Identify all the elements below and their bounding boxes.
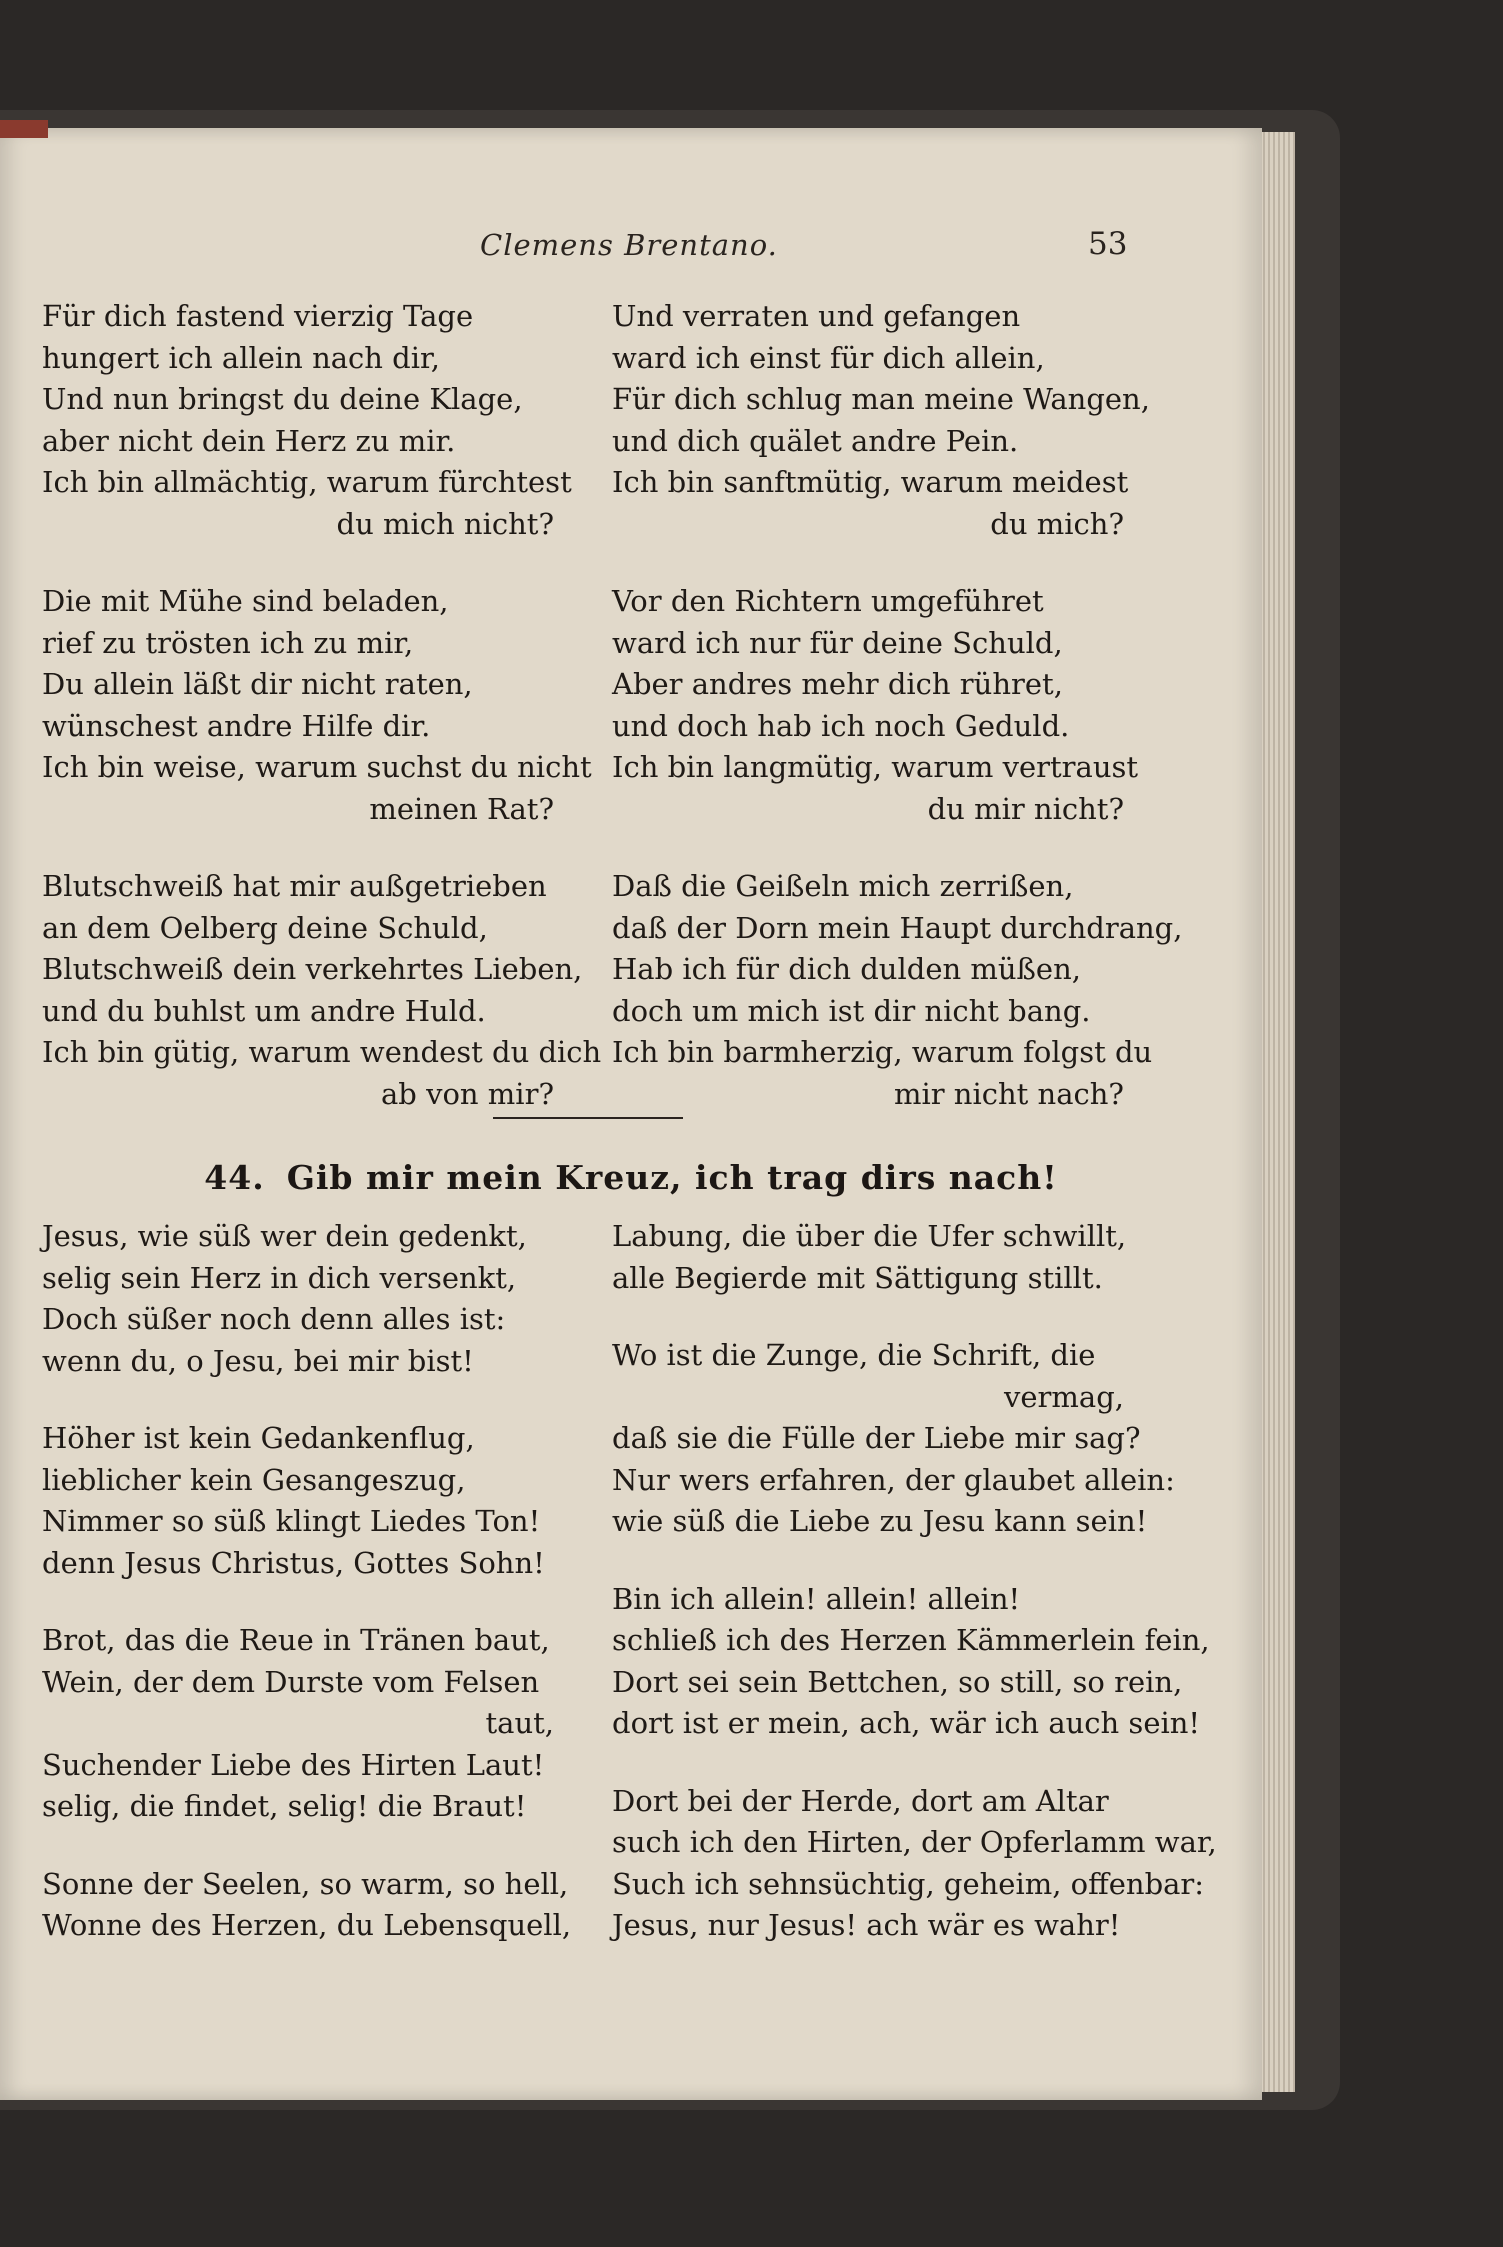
stanza (612, 1335, 1175, 1543)
verse-line: daß sie die Fülle der Liebe mir sag? (612, 1421, 1141, 1455)
verse-line: Sonne der Seelen, so warm, so hell, (42, 1866, 569, 1901)
verse-line: Dort bei der Herde, dort am Altar (612, 1783, 1109, 1818)
verse-line: Für dich schlug man meine Wangen, (612, 382, 1150, 416)
stanza (612, 581, 1139, 830)
verse-line-continuation: mir nicht nach? (893, 1076, 1124, 1111)
verse-line-continuation: meinen Rat? (369, 791, 554, 826)
verse-line: Ich bin sanftmütig, warum meidest (612, 465, 1129, 499)
verse-line: Höher ist kein Gedankenflug, (42, 1421, 475, 1455)
verse-line: Dort sei sein Bettchen, so still, so rein, (612, 1664, 1183, 1699)
verse-line: Blutschweiß hat mir außgetrieben (42, 869, 547, 903)
verse-line: daß der Dorn mein Haupt durchdrang, (612, 910, 1183, 945)
verse-line: Nur wers erfahren, der glaubet allein: (612, 1462, 1175, 1497)
stanza (42, 296, 572, 545)
stanza (42, 1864, 572, 1947)
stanza (42, 1216, 562, 1382)
verse-line: und du buhlst um andre Huld. (42, 993, 486, 1028)
verse-line-continuation: du mir nicht? (927, 791, 1124, 826)
verse-line: dort ist er mein, ach, wär ich auch sein! (612, 1706, 1201, 1740)
verse-line: selig, die findet, selig! die Braut! (42, 1789, 527, 1823)
verse-line: Daß die Geißeln mich zerrißen, (612, 869, 1074, 903)
running-head: Clemens Brentano. (480, 228, 778, 262)
song-right-column (612, 1216, 1217, 1983)
verse-line: Labung, die über die Ufer schwillt, (612, 1219, 1127, 1253)
verse-line: selig sein Herz in dich versenkt, (42, 1260, 517, 1295)
verse-line: Ich bin weise, warum suchst du nicht (42, 750, 592, 784)
page-header (0, 228, 1262, 268)
song-title-text: Gib mir mein Kreuz, ich trag dirs nach! (286, 1158, 1058, 1197)
verse-line: lieblicher kein Gesangeszug, (42, 1462, 466, 1497)
verse-line: Ich bin gütig, warum wendest du dich (42, 1035, 602, 1069)
verse-line: Brot, das die Reue in Tränen baut, (42, 1623, 550, 1657)
verse-line: Die mit Mühe sind beladen, (42, 584, 449, 618)
verse-line: denn Jesus Christus, Gottes Sohn! (42, 1545, 545, 1580)
stanza (612, 1216, 1132, 1299)
verse-line: Wo ist die Zunge, die Schrift, die (612, 1338, 1096, 1372)
verse-line: Suchender Liebe des Hirten Laut! (42, 1747, 545, 1782)
verse-line: Aber andres mehr dich rühret, (612, 667, 1063, 701)
poem-left-column (42, 296, 602, 1151)
verse-line: ward ich nur für deine Schuld, (612, 625, 1063, 660)
bookmark-ribbon (0, 120, 48, 138)
verse-line: Ich bin langmütig, warum vertraust (612, 750, 1139, 784)
verse-line-continuation: ab von mir? (381, 1076, 554, 1111)
verse-line: schließ ich des Herzen Kämmerlein fein, (612, 1623, 1210, 1657)
stanza (42, 1418, 562, 1584)
verse-line: alle Begierde mit Sättigung stillt. (612, 1260, 1103, 1295)
verse-line: Such ich sehnsüchtig, geheim, offenbar: (612, 1866, 1205, 1901)
stanza (612, 1781, 1217, 1947)
verse-line-continuation: du mich nicht? (336, 506, 554, 541)
verse-line: an dem Oelberg deine Schuld, (42, 910, 488, 945)
verse-line: Nimmer so süß klingt Liedes Ton! (42, 1504, 541, 1538)
verse-line-continuation: vermag, (1004, 1379, 1124, 1414)
verse-line: Hab ich für dich dulden müßen, (612, 952, 1081, 986)
stanza (42, 581, 592, 830)
verse-line: wenn du, o Jesu, bei mir bist! (42, 1343, 474, 1378)
verse-line: Wonne des Herzen, du Lebensquell, (42, 1908, 572, 1942)
verse-line: Blutschweiß dein verkehrtes Lieben, (42, 952, 583, 986)
verse-line: Ich bin allmächtig, warum fürchtest (42, 465, 572, 499)
verse-line: Und nun bringst du deine Klage, (42, 382, 523, 416)
verse-line: rief zu trösten ich zu mir, (42, 625, 414, 660)
verse-line: Jesus, wie süß wer dein gedenkt, (42, 1219, 527, 1253)
verse-line-continuation: du mich? (990, 506, 1124, 541)
verse-line: Bin ich allein! allein! allein! (612, 1581, 1021, 1616)
verse-line: aber nicht dein Herz zu mir. (42, 423, 456, 458)
stanza (612, 1579, 1210, 1745)
verse-line: und dich quälet andre Pein. (612, 423, 1019, 458)
stanza (612, 866, 1183, 1115)
verse-line: Ich bin barmherzig, warum folgst du (612, 1035, 1153, 1069)
verse-line: ward ich einst für dich allein, (612, 340, 1045, 375)
song-title (0, 1158, 1262, 1197)
verse-line: Du allein läßt dir nicht raten, (42, 667, 473, 701)
verse-line: hungert ich allein nach dir, (42, 340, 440, 375)
song-left-column (42, 1216, 572, 1983)
verse-line: wünschest andre Hilfe dir. (42, 708, 431, 743)
verse-line: doch um mich ist dir nicht bang. (612, 993, 1091, 1028)
verse-line: Doch süßer noch denn alles ist: (42, 1302, 506, 1336)
stanza (42, 866, 602, 1115)
stanza (42, 1620, 562, 1828)
stanza (612, 296, 1150, 545)
section-divider (493, 1117, 683, 1119)
page-number: 53 (1088, 226, 1128, 262)
verse-line-continuation: taut, (485, 1706, 554, 1740)
verse-line: und doch hab ich noch Geduld. (612, 708, 1070, 743)
verse-line: Und verraten und gefangen (612, 299, 1021, 333)
verse-line: Vor den Richtern umgeführet (612, 584, 1044, 618)
song-number: 44. (204, 1158, 265, 1197)
verse-line: Jesus, nur Jesus! ach wär es wahr! (612, 1908, 1121, 1942)
verse-line: such ich den Hirten, der Opferlamm war, (612, 1825, 1217, 1859)
verse-line: wie süß die Liebe zu Jesu kann sein! (612, 1504, 1148, 1538)
poem-right-column (612, 296, 1183, 1151)
verse-line: Wein, der dem Durste vom Felsen (42, 1664, 540, 1699)
verse-line: Für dich fastend vierzig Tage (42, 299, 474, 333)
